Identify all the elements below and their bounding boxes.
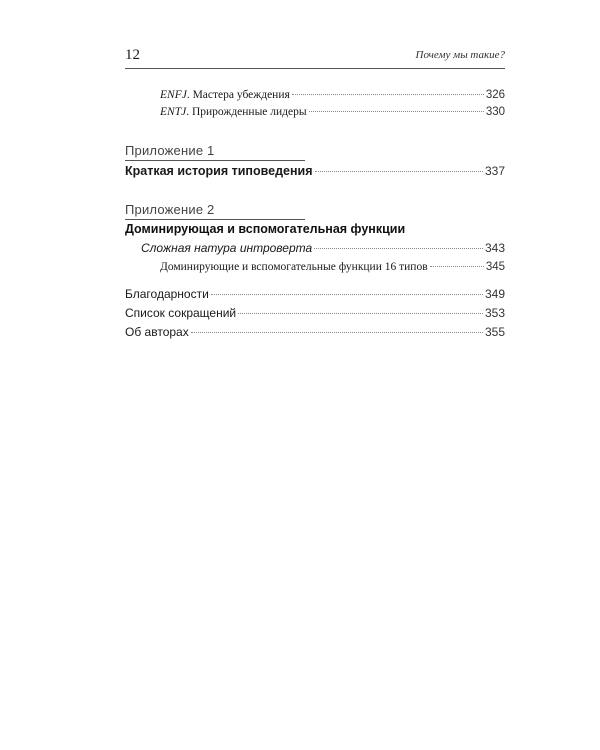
toc-entry-title: Список сокращений xyxy=(125,306,237,320)
toc-entry-appendix-1[interactable] xyxy=(125,163,505,179)
dot-leader xyxy=(238,313,483,314)
toc-page-number: 355 xyxy=(484,325,505,339)
appendix-1-label: Приложение 1 xyxy=(125,143,215,158)
toc-page-number: 326 xyxy=(485,89,505,101)
appendix-2-rule xyxy=(125,219,305,220)
appendix-2-label: Приложение 2 xyxy=(125,202,215,217)
dot-leader xyxy=(315,171,483,172)
type-abbreviation: ENTJ xyxy=(160,106,187,118)
toc-entry-about-authors[interactable] xyxy=(125,324,505,340)
running-title: Почему мы такие? xyxy=(415,49,505,61)
running-head xyxy=(125,47,505,69)
toc-entry-title xyxy=(160,87,290,103)
dot-leader xyxy=(309,111,484,112)
dot-leader xyxy=(430,266,484,267)
toc-entry-introvert[interactable] xyxy=(141,240,505,256)
appendix-1-rule xyxy=(125,160,305,161)
toc-entry-acknowledgements[interactable] xyxy=(125,286,505,302)
dot-leader xyxy=(211,294,483,295)
dot-leader xyxy=(191,332,483,333)
toc-page-number: 343 xyxy=(484,241,505,255)
toc-entry-title: Доминирующие и вспомогательные функции 16 типов xyxy=(160,261,428,273)
toc-page-number: 349 xyxy=(484,287,505,301)
toc-entry-enfj[interactable] xyxy=(160,87,505,103)
dot-leader xyxy=(314,248,483,249)
toc-entry-16-types[interactable] xyxy=(160,259,505,275)
page-number: 12 xyxy=(125,47,140,63)
toc-page-number: 345 xyxy=(485,261,505,273)
toc-page-number: 337 xyxy=(484,164,505,178)
toc-page-number: 330 xyxy=(485,106,505,118)
toc-entry-title xyxy=(160,104,307,120)
header-rule xyxy=(125,68,505,69)
appendix-2-title[interactable]: Доминирующая и вспомогательная функции xyxy=(125,222,406,236)
toc-entry-title: Краткая история типоведения xyxy=(125,164,313,178)
toc-entry-abbreviations[interactable] xyxy=(125,305,505,321)
toc-page-number: 353 xyxy=(484,306,505,320)
toc-entry-title: Благодарности xyxy=(125,287,209,301)
toc-entry-entj[interactable] xyxy=(160,104,505,120)
type-name: . Прирожденные лидеры xyxy=(186,106,307,118)
toc-entry-title: Об авторах xyxy=(125,325,189,339)
toc-entry-title: Сложная натура интроверта xyxy=(141,241,313,255)
type-abbreviation: ENFJ xyxy=(160,89,187,101)
dot-leader xyxy=(292,94,484,95)
type-name: . Мастера убеждения xyxy=(186,89,290,101)
